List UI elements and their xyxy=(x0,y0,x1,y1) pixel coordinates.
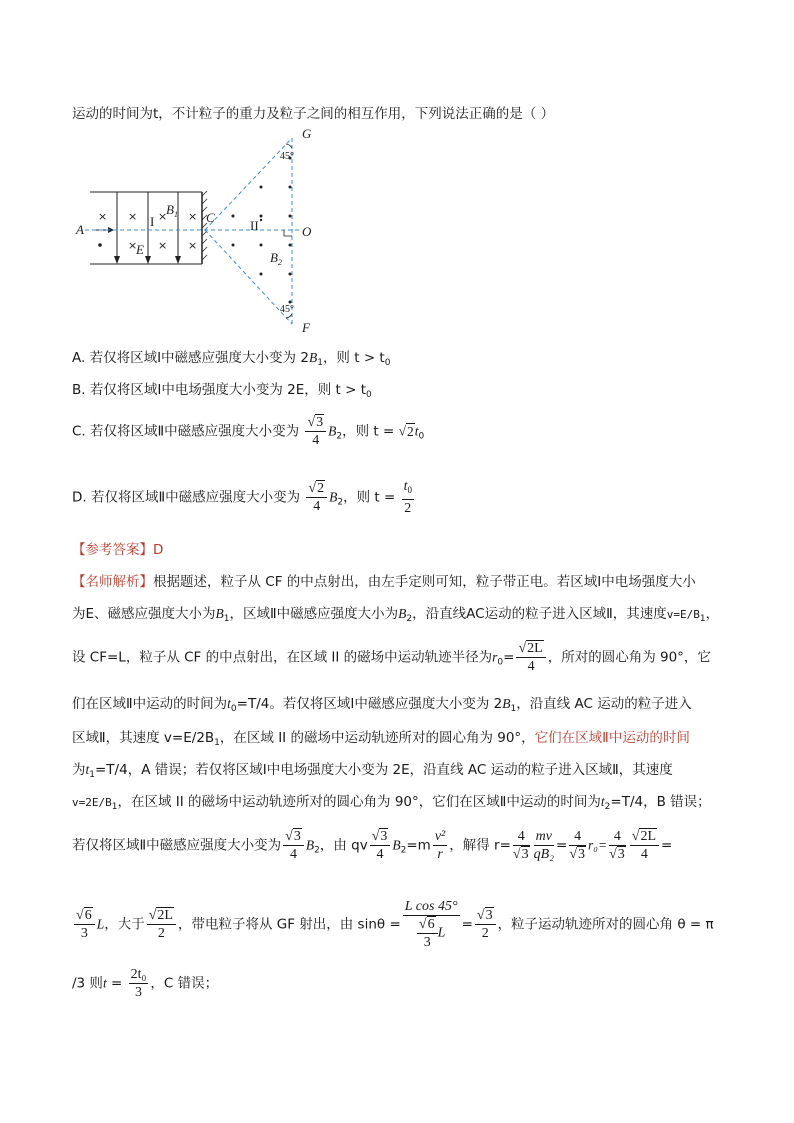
svg-text:×: × xyxy=(128,210,138,223)
label-F: F xyxy=(302,320,310,335)
label-region-I: I xyxy=(150,214,155,229)
analysis-line-5: 区域Ⅱ，其速度 $v=E/2B_1$，在区域 II 的磁场中运动轨迹所对的圆心角为 90°，它们在区域Ⅱ中运动的时间 xyxy=(72,730,690,748)
label-angle-bottom: 45° xyxy=(280,304,294,315)
option-c-fraction: $\frac{√3}{4}$ xyxy=(305,414,326,449)
analysis-line-9: $\frac{√6}{3}$ L，大于 $\frac{√2L}{2}$ ，带电粒子将从 GF 射出，由 sinθ = L cos 45° $\frac{√6}{3}$ L = $\frac{√3}{2}$ ，粒子运动轨迹所对的圆心角 θ = π xyxy=(76,899,714,950)
reference-answer: 【参考答案】D xyxy=(72,542,164,558)
analysis-line-1: 【名师解析】根据题述，粒子从 CF 的中点射出，由左手定则可知，粒子带正电。若区域Ⅰ中电场强度大小 xyxy=(72,574,696,590)
label-C: C xyxy=(206,210,215,225)
label-O: O xyxy=(302,224,312,239)
analysis-line-4: 们在区域Ⅱ中运动的时间为$t_0=T/4$。若仅将区域Ⅰ中磁感应强度大小变为 $2B_1$，沿直线 AC 运动的粒子进入 xyxy=(72,696,692,714)
analysis-line-10: /3 则t = $\frac{\text{2t₀}}{3}$ ，C 错误； xyxy=(72,967,219,1000)
option-b: B. 若仅将区域Ⅰ中电场强度大小变为 2E，则 $t > t_0$ xyxy=(72,382,372,400)
svg-text:×: × xyxy=(128,239,138,252)
svg-text:×: × xyxy=(158,210,168,223)
physics-figure xyxy=(70,124,330,339)
svg-text:×: × xyxy=(158,239,168,252)
option-d: D. 若仅将区域Ⅱ中磁感应强度大小变为 $\frac{√2}{4}$ $B_2$，则 t = $\frac{t_0}{2}$ xyxy=(72,479,412,516)
label-B1: $B_1$ xyxy=(166,202,178,219)
svg-text:×: × xyxy=(98,210,108,223)
label-B2: $B_2$ xyxy=(270,250,282,267)
option-a: A. 若仅将区域Ⅰ中磁感应强度大小变为 $2B_1$，则 $t > t_0$ xyxy=(72,350,391,368)
label-angle-top: 45° xyxy=(280,151,294,162)
label-G: G xyxy=(302,126,312,141)
label-region-II: II xyxy=(250,218,259,233)
label-A: A xyxy=(76,222,84,237)
svg-text:×: × xyxy=(188,239,198,252)
analysis-line-6: 为$t_1=T/4$，A 错误；若仅将区域Ⅰ中电场强度大小变为 2E，沿直线 AC 运动的粒子进入区域Ⅱ，其速度 xyxy=(72,762,673,780)
analysis-line-3: 设 CF=L，粒子从 CF 的中点射出，在区域 II 的磁场中运动轨迹半径为$r_0=$ $\frac{√2L}{4}$ ，所对的圆心角为 90°，它 xyxy=(72,641,711,674)
analysis-line-2: 为E、磁感应强度大小为$B_1$，区域Ⅱ中磁感应强度大小为$B_2$，沿直线AC运动的粒子进入区域Ⅱ，其速度$v=E/B_1$， xyxy=(72,606,720,624)
analysis-line-8: 若仅将区域Ⅱ中磁感应强度大小变为 $\frac{√3}{4}$ $B_2$，由 qv $\frac{√3}{4}$ $B_2=m$ $\frac{\text{v²}}{r}$ ，解得 r= $\frac{4}{√3}$ $\frac{mv}{\text{qB₂}}$ = $\frac{4}{√3}$ r₀= $\frac{4}{√3}$ $\frac{√2L}{4}$ = xyxy=(72,829,673,862)
option-c: C. 若仅将区域Ⅱ中磁感应强度大小变为 $\frac{√3}{4}$ $B_2$，则 $t = √2t_0$ xyxy=(72,415,425,448)
label-E: E xyxy=(136,242,144,257)
analysis-line-7: $v=2E/B_1$，在区域 II 的磁场中运动轨迹所对的圆心角为 90°，它们在区域Ⅱ中运动的时间为$t_2=T/4$，B 错误； xyxy=(72,794,711,812)
question-intro: 运动的时间为t，不计粒子的重力及粒子之间的相互作用，下列说法正确的是（ ） xyxy=(72,106,555,122)
svg-text:×: × xyxy=(188,210,198,223)
option-d-fraction: $\frac{√2}{4}$ xyxy=(306,480,327,515)
